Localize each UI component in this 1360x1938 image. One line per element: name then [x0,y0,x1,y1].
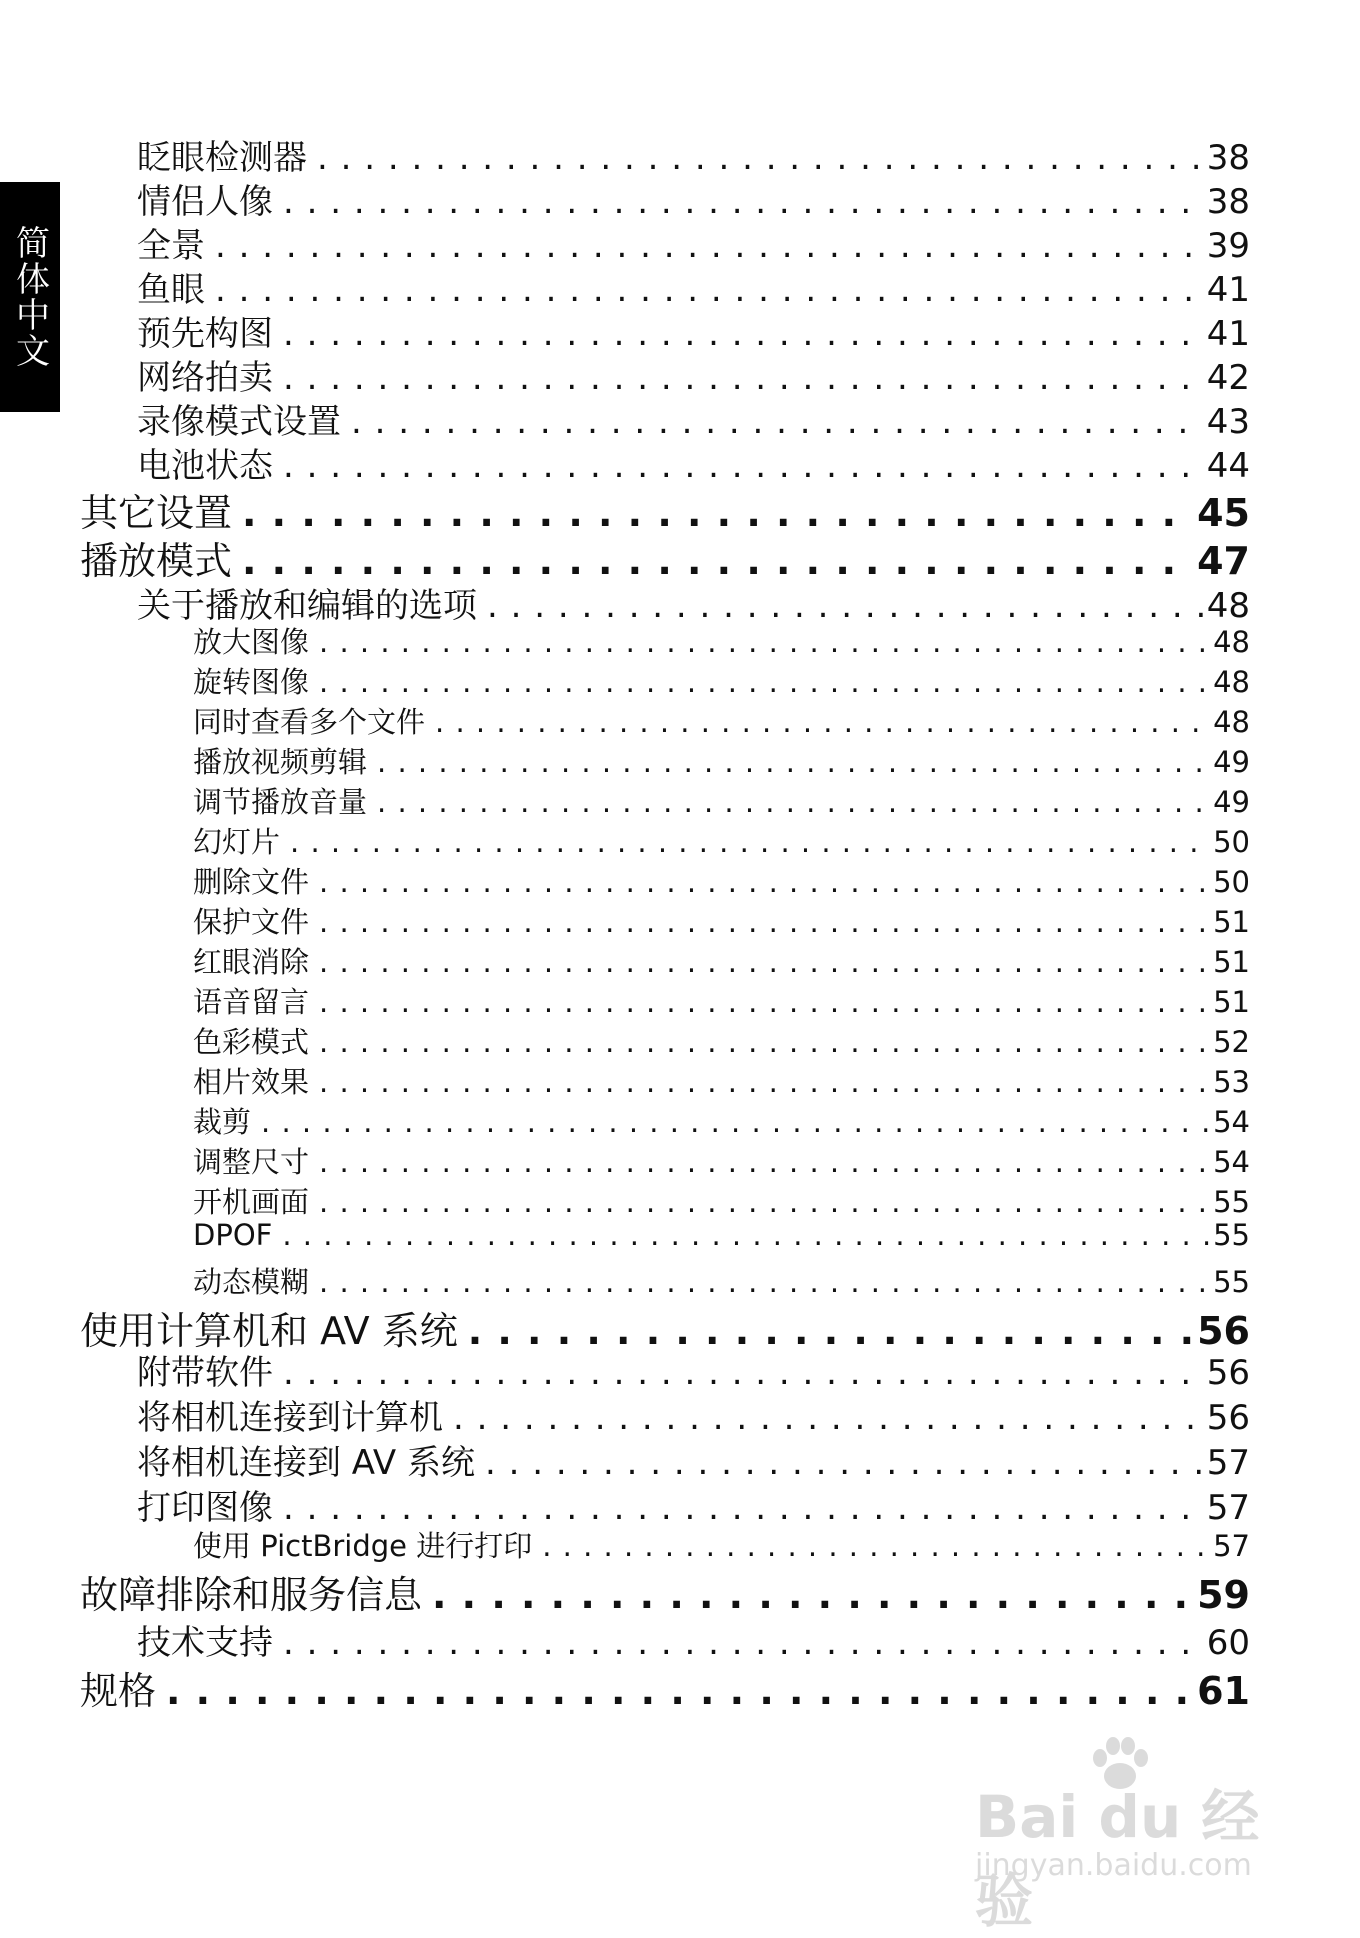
toc-entry[interactable] [137,394,1250,443]
toc-entry[interactable] [137,130,1250,179]
toc-entry[interactable] [193,860,1250,901]
dot-leader [283,182,1203,222]
toc-entry-title: 鱼眼 [137,270,205,310]
toc-entry-title: 色彩模式 [193,1025,310,1059]
toc-entry-title: 放大图像 [193,625,310,659]
dot-leader [319,1145,1209,1179]
toc-entry-page: 53 [1213,1065,1250,1099]
toc-entry-title: 同时查看多个文件 [193,705,426,739]
toc-entry-page: 55 [1213,1185,1250,1219]
dot-leader [351,402,1203,442]
toc-entry-title: 情侣人像 [137,182,273,222]
toc-entry-page: 57 [1213,1529,1250,1563]
toc-entry-page: 57 [1206,1488,1250,1528]
toc-entry-page: 55 [1213,1265,1250,1299]
toc-entry[interactable] [193,1180,1250,1221]
dot-leader [319,1185,1209,1219]
toc-entry-page: 56 [1197,1309,1250,1353]
toc-entry-page: 60 [1206,1623,1250,1663]
toc-entry-title: 将相机连接到计算机 [137,1398,443,1438]
dot-leader [283,314,1203,354]
toc-entry[interactable] [193,940,1250,981]
toc-entry-page: 39 [1206,226,1250,266]
dot-leader [283,446,1203,486]
toc-entry-title: 规格 [80,1669,157,1713]
toc-entry-page: 38 [1206,138,1250,178]
dot-leader [319,865,1209,899]
watermark-url: jingyan.baidu.com [975,1848,1252,1883]
toc-entry-title: 裁剪 [193,1105,252,1139]
toc-entry[interactable] [193,740,1250,781]
toc-entry-title: 红眼消除 [193,945,310,979]
toc-entry-title: 使用计算机和 AV 系统 [80,1309,458,1353]
toc-entry[interactable] [193,1060,1250,1101]
dot-leader [283,1488,1203,1528]
dot-leader [319,1265,1209,1299]
dot-leader [166,1669,1193,1713]
dot-leader [283,1623,1203,1663]
toc-entry-page: 52 [1213,1025,1250,1059]
toc-entry[interactable] [193,660,1250,701]
toc-entry[interactable] [137,438,1250,487]
toc-entry-page: 48 [1206,586,1250,626]
toc-entry-title: 其它设置 [80,491,233,535]
toc-entry-title: 故障排除和服务信息 [80,1573,423,1617]
toc-entry-title: 播放模式 [80,539,233,583]
dot-leader [215,270,1203,310]
baidu-watermark [975,1760,1305,1935]
toc-entry-title: 将相机连接到 AV 系统 [137,1443,475,1483]
toc-entry-page: 43 [1206,402,1250,442]
dot-leader [432,1573,1193,1617]
toc-entry-page: 56 [1206,1353,1250,1393]
dot-leader [283,1353,1203,1393]
toc-entry-title: 预先构图 [137,314,273,354]
dot-leader [319,905,1209,939]
toc-entry-page: 48 [1213,625,1250,659]
dot-leader [242,539,1193,583]
dot-leader [215,226,1203,266]
dot-leader [290,825,1209,859]
toc-entry[interactable] [80,482,1250,537]
toc-entry[interactable] [137,1480,1250,1529]
toc-entry-page: 54 [1213,1145,1250,1179]
toc-entry[interactable] [137,218,1250,267]
toc-entry-page: 44 [1206,446,1250,486]
dot-leader [542,1529,1209,1563]
toc-entry-title: 播放视频剪辑 [193,745,368,779]
toc-entry[interactable] [137,1615,1250,1664]
toc-entry-title: 录像模式设置 [137,402,341,442]
toc-entry-page: 49 [1213,785,1250,819]
toc-entry[interactable] [193,1260,1250,1301]
toc-entry-title: 关于播放和编辑的选项 [137,586,477,626]
toc-entry[interactable] [137,306,1250,355]
toc-entry-page: 38 [1206,182,1250,222]
watermark-brand: Bai du 经验 [975,1783,1260,1935]
toc-entry-page: 48 [1213,665,1250,699]
toc-entry-title: DPOF [193,1218,273,1252]
toc-entry[interactable] [193,820,1250,861]
toc-entry-page: 50 [1213,825,1250,859]
dot-leader [319,1025,1209,1059]
dot-leader [319,665,1209,699]
toc-entry[interactable] [80,530,1250,585]
toc-entry-title: 开机画面 [193,1185,310,1219]
toc-entry-page: 55 [1213,1218,1250,1252]
toc-entry[interactable] [193,1524,1250,1565]
toc-entry[interactable] [193,700,1250,741]
dot-leader [261,1105,1209,1139]
toc-entry-page: 45 [1197,491,1250,535]
language-tab-label: 简体中文 [9,225,50,369]
toc-entry[interactable] [193,1020,1250,1061]
language-side-tab [0,182,60,412]
toc-entry-page: 51 [1213,985,1250,1019]
toc-entry-page: 57 [1206,1443,1250,1483]
toc-entry[interactable] [137,262,1250,311]
toc-entry[interactable] [193,900,1250,941]
toc-entry-page: 41 [1206,270,1250,310]
dot-leader [319,1065,1209,1099]
toc-entry-title: 调整尺寸 [193,1145,310,1179]
toc-entry-title: 调节播放音量 [193,785,368,819]
dot-leader [435,705,1209,739]
toc-entry-title: 全景 [137,226,205,266]
toc-entry-page: 48 [1213,705,1250,739]
toc-entry[interactable] [193,620,1250,661]
toc-entry[interactable] [137,174,1250,223]
dot-leader [319,945,1209,979]
toc-entry[interactable] [137,1345,1250,1394]
toc-entry-title: 使用 PictBridge 进行打印 [193,1529,533,1563]
toc-entry[interactable] [193,980,1250,1021]
toc-entry-page: 50 [1213,865,1250,899]
toc-entry-page: 61 [1197,1669,1250,1713]
toc-entry-page: 41 [1206,314,1250,354]
dot-leader [283,358,1203,398]
toc-entry[interactable] [193,1218,1250,1252]
toc-entry-title: 网络拍卖 [137,358,273,398]
dot-leader [377,745,1209,779]
dot-leader [242,491,1193,535]
dot-leader [319,985,1209,1019]
toc-entry-page: 51 [1213,905,1250,939]
toc-entry-page: 59 [1197,1573,1250,1617]
toc-entry[interactable] [193,780,1250,821]
toc-entry-title: 电池状态 [137,446,273,486]
toc-entry-title: 旋转图像 [193,665,310,699]
toc-entry-title: 技术支持 [137,1623,273,1663]
toc-entry[interactable] [137,1390,1250,1439]
dot-leader [319,625,1209,659]
toc-entry-title: 幻灯片 [193,825,281,859]
toc-entry-title: 删除文件 [193,865,310,899]
toc-entry-page: 49 [1213,745,1250,779]
toc-entry-title: 语音留言 [193,985,310,1019]
toc-entry[interactable] [80,1564,1250,1619]
dot-leader [282,1218,1209,1252]
toc-entry[interactable] [193,1140,1250,1181]
toc-entry-page: 47 [1197,539,1250,583]
toc-entry-title: 动态模糊 [193,1265,310,1299]
dot-leader [453,1398,1203,1438]
dot-leader [485,1443,1203,1483]
toc-entry[interactable] [137,1435,1250,1484]
toc-entry-page: 51 [1213,945,1250,979]
toc-entry-title: 眨眼检测器 [137,138,307,178]
toc-entry-title: 保护文件 [193,905,310,939]
toc-entry-title: 相片效果 [193,1065,310,1099]
toc-entry-page: 54 [1213,1105,1250,1139]
toc-entry-title: 附带软件 [137,1353,273,1393]
toc-entry[interactable] [80,1660,1250,1715]
dot-leader [377,785,1209,819]
toc-entry[interactable] [137,350,1250,399]
toc-entry-title: 打印图像 [137,1488,273,1528]
toc-entry-page: 42 [1206,358,1250,398]
toc-entry-page: 56 [1206,1398,1250,1438]
dot-leader [317,138,1203,178]
toc-entry[interactable] [193,1100,1250,1141]
